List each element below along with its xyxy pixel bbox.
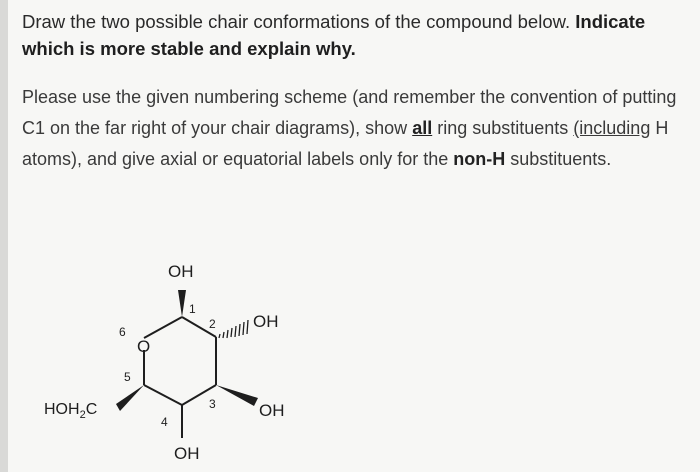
instr-t1: Please use the given numbering scheme (and remember the convention of putting C1 on the far right of your chair diagrams), show — [22, 87, 677, 138]
wedge-c3-oh — [216, 385, 258, 406]
wedge-c1-oh — [178, 290, 186, 317]
molecule-structure — [8, 0, 700, 472]
label-hoh2c: $HOH_2C$ — [44, 401, 98, 421]
num-3: 3 — [209, 397, 216, 411]
instr-including: (including — [573, 118, 651, 138]
label-oh-c3: OH — [259, 401, 285, 420]
num-1: 1 — [189, 302, 196, 316]
label-oh-c4: OH — [174, 444, 200, 463]
bond-c1-o — [144, 317, 182, 338]
label-oh-top: OH — [168, 262, 194, 281]
question-panel — [8, 0, 700, 472]
num-4: 4 — [161, 415, 168, 429]
question-part1: Draw the two possible chair conformations of the compound below. — [22, 11, 576, 32]
instr-all: all — [412, 118, 433, 138]
bond-c4-c5 — [144, 385, 182, 405]
num-2: 2 — [209, 317, 216, 331]
ring-bonds — [144, 317, 216, 438]
label-ring-o: O — [137, 337, 151, 356]
num-6: 6 — [119, 325, 126, 339]
instr-t7: substituents. — [505, 149, 612, 169]
instr-non-h: non-H — [453, 149, 506, 169]
question-part2: Indicate which is more stable and explain why. — [22, 11, 646, 59]
instr-t3: ring substituents — [432, 118, 574, 138]
wedge-c5-ch2oh — [116, 385, 144, 411]
num-5: 5 — [124, 370, 131, 384]
hash-c2-oh — [219, 320, 248, 338]
instr-t5: H atoms), and give axial or equatorial labels only for the — [22, 118, 669, 169]
label-oh-c2: OH — [253, 312, 279, 331]
